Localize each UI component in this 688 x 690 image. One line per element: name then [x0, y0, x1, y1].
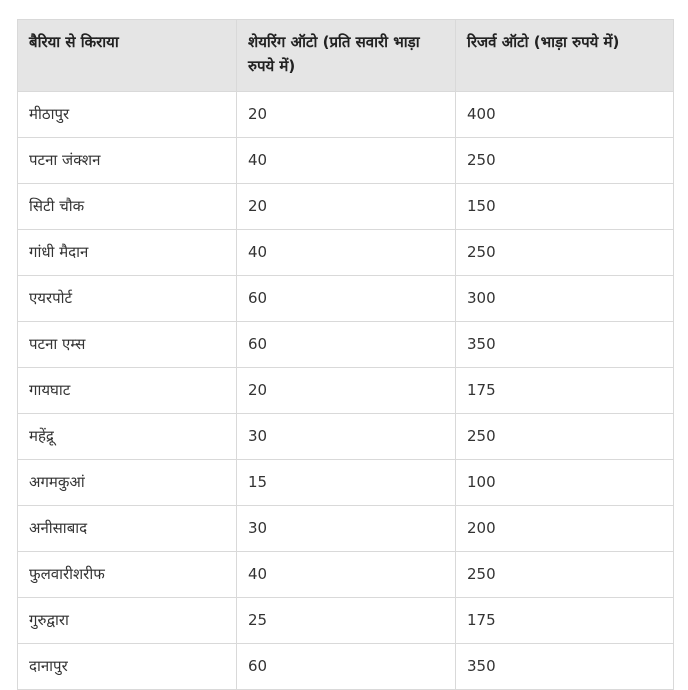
reserve-fare-cell: 250	[456, 230, 674, 276]
sharing-fare-cell: 60	[237, 276, 456, 322]
sharing-fare-cell: 20	[237, 368, 456, 414]
reserve-fare-cell: 250	[456, 138, 674, 184]
table-row	[18, 414, 674, 460]
fare-table-header	[18, 20, 674, 92]
destination-cell: फुलवारीशरीफ	[18, 552, 237, 598]
reserve-fare-cell: 175	[456, 598, 674, 644]
reserve-fare-cell: 250	[456, 552, 674, 598]
table-row	[18, 92, 674, 138]
sharing-fare-cell: 30	[237, 506, 456, 552]
reserve-fare-cell: 150	[456, 184, 674, 230]
header-row	[18, 20, 674, 92]
table-row	[18, 138, 674, 184]
sharing-fare-cell: 40	[237, 230, 456, 276]
destination-cell: पटना जंक्शन	[18, 138, 237, 184]
fare-table-body	[18, 92, 674, 690]
reserve-fare-cell: 350	[456, 322, 674, 368]
reserve-fare-cell: 175	[456, 368, 674, 414]
destination-cell: गायघाट	[18, 368, 237, 414]
table-row	[18, 230, 674, 276]
header-cell-sharing-auto: शेयरिंग ऑटो (प्रति सवारी भाड़ा रुपये में)	[237, 20, 456, 92]
destination-cell: अगमकुआं	[18, 460, 237, 506]
reserve-fare-cell: 100	[456, 460, 674, 506]
reserve-fare-cell: 250	[456, 414, 674, 460]
sharing-fare-cell: 25	[237, 598, 456, 644]
sharing-fare-cell: 40	[237, 138, 456, 184]
table-row	[18, 460, 674, 506]
sharing-fare-cell: 20	[237, 184, 456, 230]
sharing-fare-cell: 15	[237, 460, 456, 506]
sharing-fare-cell: 60	[237, 644, 456, 690]
reserve-fare-cell: 400	[456, 92, 674, 138]
fare-table	[17, 19, 674, 690]
destination-cell: महेंद्रू	[18, 414, 237, 460]
sharing-fare-cell: 20	[237, 92, 456, 138]
header-cell-reserve-auto: रिजर्व ऑटो (भाड़ा रुपये में)	[456, 20, 674, 92]
reserve-fare-cell: 300	[456, 276, 674, 322]
table-row	[18, 184, 674, 230]
destination-cell: गुरुद्वारा	[18, 598, 237, 644]
destination-cell: मीठापुर	[18, 92, 237, 138]
table-row	[18, 368, 674, 414]
table-row	[18, 506, 674, 552]
table-row	[18, 644, 674, 690]
destination-cell: अनीसाबाद	[18, 506, 237, 552]
destination-cell: गांधी मैदान	[18, 230, 237, 276]
fare-table-container	[17, 19, 673, 690]
sharing-fare-cell: 60	[237, 322, 456, 368]
destination-cell: सिटी चौक	[18, 184, 237, 230]
sharing-fare-cell: 30	[237, 414, 456, 460]
reserve-fare-cell: 350	[456, 644, 674, 690]
table-row	[18, 322, 674, 368]
destination-cell: पटना एम्स	[18, 322, 237, 368]
table-row	[18, 276, 674, 322]
header-cell-from-bairiya: बैरिया से किराया	[18, 20, 237, 92]
sharing-fare-cell: 40	[237, 552, 456, 598]
table-row	[18, 598, 674, 644]
reserve-fare-cell: 200	[456, 506, 674, 552]
table-row	[18, 552, 674, 598]
destination-cell: दानापुर	[18, 644, 237, 690]
destination-cell: एयरपोर्ट	[18, 276, 237, 322]
